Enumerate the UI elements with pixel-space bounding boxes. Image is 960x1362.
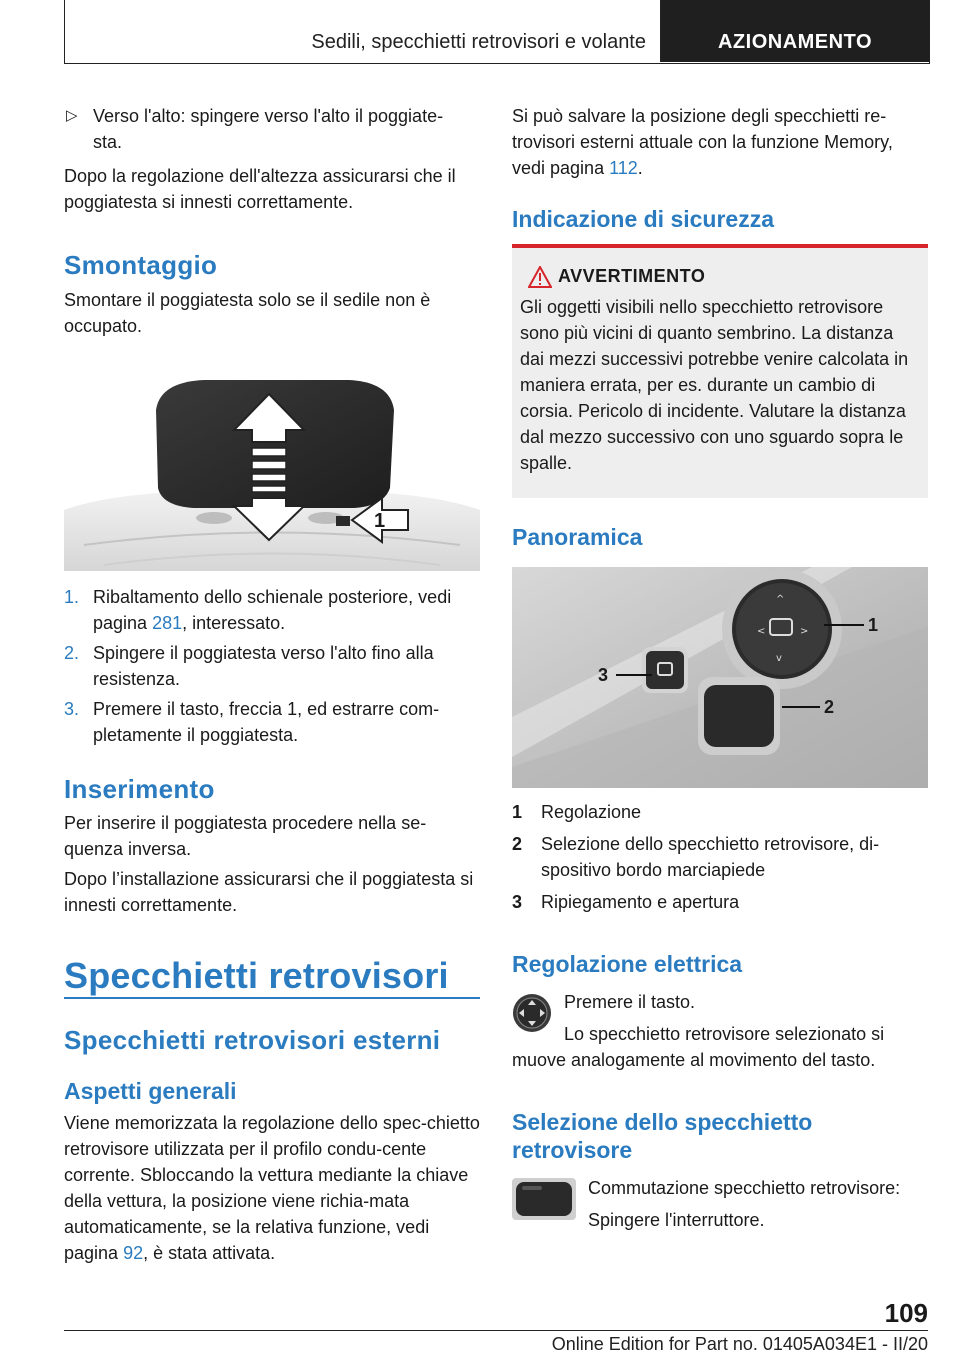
paragraph-after-height: Dopo la regolazione dell'altezza assicurarsi che il poggiatesta si innesti correttamente. — [64, 166, 456, 212]
page-link[interactable]: 112 — [609, 158, 638, 178]
heading-rule — [64, 997, 480, 999]
chapter-tab: AZIONAMENTO — [661, 0, 929, 62]
paragraph-select-1: Commutazione specchietto retrovisore: — [588, 1178, 901, 1198]
warning-triangle-icon — [528, 266, 552, 288]
heading-removal: Smontaggio — [64, 250, 218, 280]
step-number: 2. — [64, 643, 80, 663]
mirror-adjust-knob — [722, 569, 842, 689]
step-text: Spingere il poggiatesta verso l'alto fino alla resistenza. — [93, 643, 434, 689]
page-number: 109 — [884, 1298, 928, 1328]
svg-text:<: < — [757, 626, 766, 637]
section-title: Sedili, specchietti retrovisori e volante — [311, 31, 646, 53]
svg-text:>: > — [800, 626, 809, 637]
figure-label-2: 2 — [824, 697, 835, 717]
mirror-select-switch — [698, 677, 780, 755]
mirror-fold-button — [642, 647, 688, 693]
legend-item — [512, 831, 928, 883]
paragraph-memory: Si può salvare la posizione degli specchietti re-trovisori esterni attuale con la funzione Memory, vedi pagina 112. — [512, 106, 893, 178]
svg-text:v: v — [776, 653, 782, 664]
paragraph-insert-2: Dopo l’installazione assicurarsi che il poggiatesta si innesti correttamente. — [64, 869, 474, 915]
step-text: Ribaltamento dello schienale posteriore, vedi pagina 281, interessato. — [93, 587, 452, 633]
bullet-text: Verso l'alto: spingere verso l'alto il poggiate- sta. — [93, 106, 444, 152]
paragraph-electric-1: Premere il tasto. — [564, 992, 696, 1012]
page-header — [64, 0, 930, 64]
paragraph-insert-1: Per inserire il poggiatesta procedere nella se-quenza inversa. — [64, 813, 427, 859]
paragraph-electric-2: Lo specchietto retrovisore selezionato si muove analogamente al movimento del tasto. — [512, 1024, 885, 1070]
legend-number: 3 — [512, 892, 523, 912]
heading-select: Selezione dello specchietto retrovisore — [512, 1109, 813, 1163]
heading-overview: Panoramica — [512, 524, 643, 550]
page-link[interactable]: 92 — [123, 1243, 144, 1263]
heading-general: Aspetti generali — [64, 1078, 237, 1104]
warning-header — [520, 264, 920, 294]
list-item — [64, 584, 480, 636]
step-number: 3. — [64, 699, 80, 719]
heading-electric: Regolazione elettrica — [512, 951, 743, 977]
legend-text: Regolazione — [541, 802, 642, 822]
edition-footer: Online Edition for Part no. 01405A034E1 - II/20 — [551, 1334, 928, 1354]
mirror-controls-illustration — [512, 567, 928, 788]
headrest-illustration — [64, 370, 480, 571]
warning-box — [512, 244, 928, 498]
bullet-item — [64, 103, 480, 155]
paragraph-removal: Smontare il poggiatesta solo se il sedile non è occupato. — [64, 290, 431, 336]
svg-text:^: ^ — [776, 594, 785, 605]
heading-ext-mirrors: Specchietti retrovisori esterni — [64, 1025, 441, 1055]
heading-safety: Indicazione di sicurezza — [512, 206, 775, 232]
figure-label-3: 3 — [598, 665, 609, 685]
paragraph-select-2: Spingere l'interruttore. — [588, 1210, 765, 1230]
mirror-controls-figure — [512, 567, 928, 788]
step-number: 1. — [64, 587, 80, 607]
page-link[interactable]: 281 — [152, 613, 183, 633]
mirror-switch-icon — [512, 1178, 576, 1220]
legend-number: 2 — [512, 834, 523, 854]
figure-label-1: 1 — [374, 510, 386, 532]
legend-text: Ripiegamento e apertura — [541, 892, 740, 912]
paragraph-general: Viene memorizzata la regolazione dello spec-chietto retrovisore utilizzata per il profilo condu-cente corrente. Sbloccando la vettura mediante la chiave della vettura, la posizione viene richia-mata automaticamente, se la relativa funzione, vedi pagina 92, è stata attivata. — [64, 1113, 480, 1263]
legend-text: Selezione dello specchietto retrovisore, di-spositivo bordo marciapiede — [541, 834, 880, 880]
list-item — [64, 696, 480, 748]
heading-mirrors: Specchietti retrovisori — [64, 955, 449, 996]
footer-rule — [64, 1330, 928, 1331]
figure-label-1: 1 — [868, 615, 879, 635]
list-item — [64, 640, 480, 692]
bullet-marker: ▷ — [66, 107, 78, 124]
legend-item — [512, 889, 928, 915]
warning-title: AVVERTIMENTO — [558, 266, 706, 286]
heading-insert: Inserimento — [64, 774, 215, 804]
legend-item — [512, 799, 928, 825]
headrest-figure — [64, 370, 480, 571]
warning-text: Gli oggetti visibili nello specchietto retrovisore sono più vicini di quanto sembrino. La distanza dai mezzi successivi potrebbe venire calcolata in maniera errata, per es. durante un cambio di corsia. Pericolo di incidente. Valutare la distanza dal mezzo successivo con uno sguardo sopra le spalle. — [520, 297, 909, 473]
legend-number: 1 — [512, 802, 523, 822]
step-text: Premere il tasto, freccia 1, ed estrarre com-pletamente il poggiatesta. — [93, 699, 440, 745]
